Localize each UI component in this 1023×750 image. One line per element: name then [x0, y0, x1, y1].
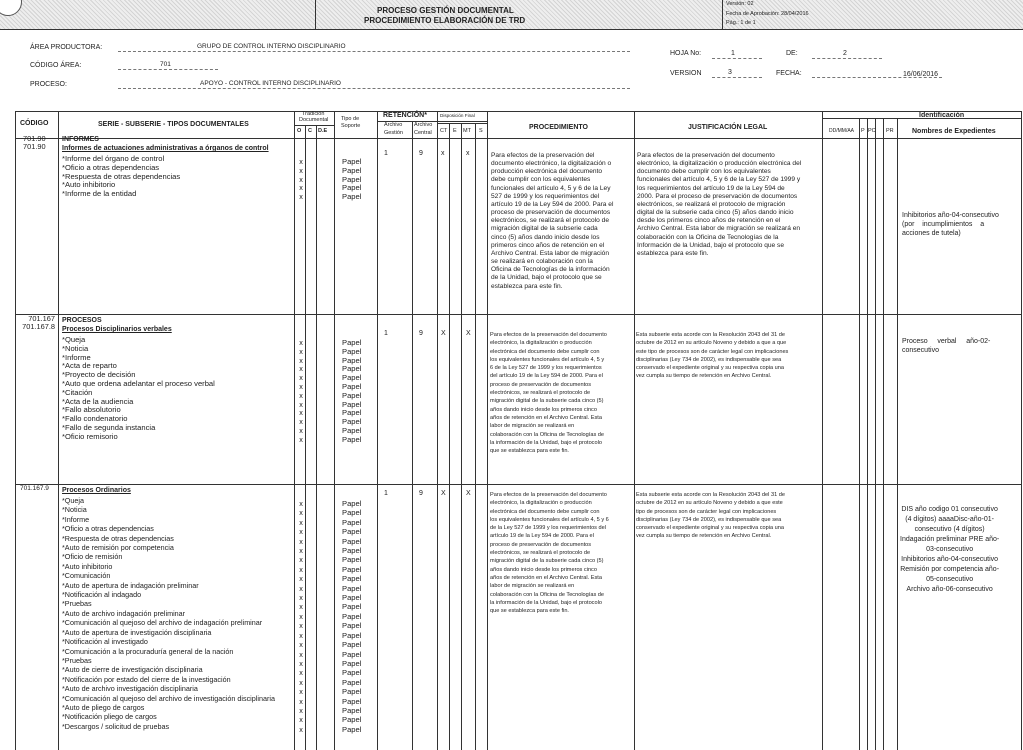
row2-codes: 701.167 701.167.8	[22, 314, 55, 331]
col-soporte-header: Tipo de	[341, 116, 360, 122]
col-mt-header: MT	[463, 128, 471, 134]
row2-justificacion: Esta subserie esta acorde con la Resolución 2043 del 31 de octubre de 2012 en su artículo Noveno y debido a que a que este tipo de procesos son de carácter legal con implicaciones disciplinarias (Ley 734 de 2002), es indispensable que sea conservado el expediente original y su respectiva copia una vez cumpla su tiempo de retención en Archivo Central.	[636, 332, 789, 380]
row2-central: 9	[419, 330, 423, 337]
row1-nombres: Inhibitorios año-04-consecutivo (por incumplimientos a acciones de tutela)	[902, 212, 999, 237]
row3-justificacion: Esta subserie esta acorde con la Resolución 2043 del 31 de octubre de 2012 en su artículo Noveno y debido a que este tipo de procesos son de carácter legal con implicaciones disciplinarias (Ley 734 de 2002), es indispensable que sea conservado el expediente original y su respectiva copia una vez cumpla su tiempo de retención en Archivo Central.	[636, 492, 785, 540]
de-value: 2	[843, 50, 847, 57]
col-pc-header: PC	[868, 128, 876, 134]
col-justificacion-header: JUSTIFICACIÓN LEGAL	[688, 124, 768, 131]
proceso-label: PROCESO:	[30, 81, 67, 88]
proceso-value: APOYO - CONTROL INTERNO DISCIPLINARIO	[200, 80, 341, 87]
col-retencion-header: RETENCIÓN*	[383, 112, 427, 119]
row1-justificacion: Para efectos de la preservación del documento electrónico, la digitalización o producción electrónica del documento debe cumplir con los equivalentes funcionales del artículo 4, 5 y 6 de la Ley 527 de 1999 y los requerimientos del artículo 19 de la Ley 594 de 2000. Para el proceso de preservación de documentos electrónicos, se realizará el protocolo de migración digital de la subserie cada cinco (5) años dando inicio desde los primeros cinco años de retención en el Archivo Central. Esta labor de migración se realizará en colaboración con la Oficina de Tecnologías de la Información de la Unidad, bajo el protocolo que se establezca para este fin.	[637, 152, 802, 257]
col-ct-header: CT	[440, 128, 448, 134]
row2-original-marks: x x x x x x x x x x x x	[299, 338, 303, 444]
row2-procedimiento: Para efectos de la preservación del documento electrónico, la digitalización o producción electrónica del documento debe cumplir con los equivalentes funcionales del artículo 4, 5 y 6 de la Ley 527 de 1999 y los requerimientos del artículo 19 de la Ley 594 de 2000. Para el proceso de preservación de documentos electrónicos, se realizará el protocolo de migración digital de la subserie cada cinco (5) años dando inicio desde los primeros cinco años de retención en el Archivo Central. Esta labor de migración se realizará en colaboración con la Oficina de Tecnologías de la información de la Unidad, bajo el protocolo que se establezca para este fin.	[490, 332, 607, 455]
fecha-value: 16/06/2016	[903, 71, 939, 78]
row1-procedimiento: Para efectos de la preservación del documento electrónico, la digitalización o producción electrónica del documento debe cumplir con los equivalentes funcionales del artículo 4, 5 y 6 de la Ley 527 de 1999 y los requerimientos del artículo 19 de la Ley 594 de 2000. Para el proceso de preservación de documentos electrónicos, se realizará el protocolo de migración digital de la subserie cada cinco (5) años dando inicio desde los primeros cinco años de retención en el Archivo Central. Esta labor de migración se realizará en colaboración con la Oficina de Tecnologías de la información de la Unidad, bajo el protocolo que se establezca para este fin.	[491, 152, 614, 290]
row1-ct: x	[441, 150, 445, 157]
area-underline	[118, 51, 630, 52]
col-nombres-header: Nombres de Expedientes	[912, 128, 996, 135]
codigo-value: 701	[160, 61, 171, 68]
col-c-header: C	[308, 128, 312, 134]
row1-s: x	[466, 150, 470, 157]
proceso-underline	[118, 88, 630, 89]
fecha-label: FECHA:	[776, 70, 802, 77]
col-p-header: P	[861, 128, 865, 134]
row3-s: X	[466, 490, 471, 497]
header-title: PROCESO GESTIÓN DOCUMENTAL	[377, 6, 514, 15]
row3-gestion: 1	[384, 490, 388, 497]
col-identificacion-header: Identificación	[919, 112, 965, 119]
col-soporte-header-2: Soporte	[341, 123, 361, 129]
row1-original-marks: x x x x x	[299, 157, 303, 202]
row2-types: *Queja *Noticia *Informe *Acta de reparto *Proyecto de decisión *Auto que ordena adelantar el proceso verbal *Citación *Acta de la audiencia *Fallo absolutorio *Fallo condenatorio *Fallo de segunda instancia *Oficio remisorio	[62, 335, 215, 441]
col-central-header-2: Central	[414, 130, 432, 136]
hoja-value: 1	[731, 50, 735, 57]
col-codigo-header: CÓDIGO	[20, 120, 49, 127]
de-label: DE:	[786, 50, 798, 57]
col-tradicion-header-2: Documental	[299, 117, 329, 123]
version-label: VERSION	[670, 70, 702, 77]
row1-types: *Informe del órgano de control *Oficio a otras dependencias *Respuesta de otras dependencias *Auto inhibitorio *Informe de la entidad	[62, 154, 181, 199]
header-subtitle: PROCEDIMIENTO ELABORACIÓN DE TRD	[364, 16, 526, 25]
row1-gestion: 1	[384, 150, 388, 157]
row3-central: 9	[419, 490, 423, 497]
area-label: ÁREA PRODUCTORA:	[30, 44, 103, 51]
row1-serie: INFORMES	[62, 136, 99, 143]
row2-subserie: Procesos Disciplinarios verbales	[62, 326, 172, 333]
col-de-header: D.E	[318, 128, 328, 134]
row2-gestion: 1	[384, 330, 388, 337]
col-e-header: E	[453, 128, 457, 134]
hoja-label: HOJA No:	[670, 50, 702, 57]
row2-s: X	[466, 330, 471, 337]
row2-serie: PROCESOS	[62, 317, 102, 324]
divider	[0, 29, 1023, 30]
header-page: Pág.: 1 de 1	[726, 20, 756, 26]
col-central-header: Archivo	[414, 122, 433, 128]
col-s-header: S	[479, 128, 483, 134]
row3-codes: 701.167.9	[20, 485, 49, 492]
row2-ct: X	[441, 330, 446, 337]
col-procedimiento-header: PROCEDIMIENTO	[529, 124, 588, 131]
row2-soporte: Papel Papel Papel Papel Papel Papel Papel Papel Papel Papel Papel Papel	[342, 338, 362, 444]
row1-codes: 701.90 701.90	[23, 134, 46, 151]
hoja-underline	[712, 58, 762, 59]
col-pr-header: PR	[886, 128, 894, 134]
col-gestion-header: Archivo	[384, 122, 403, 128]
row2-nombres: Proceso verbal año-02- consecutivo	[902, 338, 991, 354]
row3-original-marks: x x x x x x x x x x x x x x x x x x x x x x x x x	[299, 499, 303, 734]
row3-types: *Queja *Noticia *Informe *Oficio a otras dependencias *Respuesta de otras dependencias *Auto de remisión por competencia *Oficio de remisión *Auto inhibitorio *Comunicación *Auto de apertura de indagación preliminar *Notificación al indagado *Pruebas *Auto de archivo indagación preliminar *Comunicación al quejoso del archivo de indagación preliminar *Auto de apertura de investigación disciplinaria *Notificación al investigado *Comunicación a la procuraduría general de la nación *Pruebas *Auto de cierre de investigación disciplinaria *Notificación por estado del cierre de la investigación *Auto de archivo investigación disciplinaria *Comunicación al quejoso del archivo de investigación disciplinaria *Auto de pliego de cargos *Notificación pliego de cargos *Descargos / solicitud de pruebas	[62, 496, 275, 731]
row3-ct: X	[441, 490, 446, 497]
row3-soporte: Papel Papel Papel Papel Papel Papel Papel Papel Papel Papel Papel Papel Papel Papel Papel Papel Papel Papel Papel Papel Papel Papel Papel Papel Papel	[342, 499, 362, 734]
area-value: GRUPO DE CONTROL INTERNO DISCIPLINARIO	[197, 43, 346, 50]
codigo-underline	[118, 69, 218, 70]
codigo-label: CÓDIGO ÁREA:	[30, 62, 82, 69]
col-fecha-header: DD/MM/AA	[829, 128, 854, 134]
row3-procedimiento: Para efectos de la preservación del documento electrónico, la digitalización o producción electrónica del documento debe cumplir con los equivalentes funcionales del artículo 4, 5 y 6 de la Ley 527 de 1999 y los requerimientos del artículo 19 de la Ley 594 de 2000. Para el proceso de preservación de documentos electrónicos, se realizará el protocolo de migración digital de la subserie cada cinco (5) años dando inicio desde los primeros cinco años de retención en el Archivo Central. Esta labor de migración se realizará en colaboración con la Oficina de Tecnologías de la información de la Unidad, bajo el protocolo que se establezca para este fin.	[490, 492, 609, 615]
de-underline	[812, 58, 882, 59]
col-tradicion-header: Tradición	[302, 111, 325, 117]
header-version: Versión: 02	[726, 1, 754, 7]
divider	[722, 0, 723, 30]
row3-subserie: Procesos Ordinarios	[62, 487, 131, 494]
header-approval-date: Fecha de Aprobación: 28/04/2016	[726, 11, 809, 17]
col-gestion-header-2: Gestión	[384, 130, 403, 136]
version-underline	[712, 77, 762, 78]
col-disposicion-header: Disposición Final	[440, 113, 475, 118]
divider	[315, 0, 316, 30]
row1-soporte: Papel Papel Papel Papel Papel	[342, 157, 362, 202]
col-serie-header: SERIE - SUBSERIE - TIPOS DOCUMENTALES	[98, 121, 249, 128]
col-o-header: O	[297, 128, 302, 134]
row3-nombres: DIS año codigo 01 consecutivo (4 dígitos) aaaaDisc-año-01- consecutivo (4 dígitos) Indagación preliminar PRE año- 03-consecutivo Inhibitorios año-04-consecutivo Remisión por competencia año- 05-consecutivo Archivo año-06-consecutivo	[900, 506, 1000, 593]
row1-central: 9	[419, 150, 423, 157]
row1-subserie: Informes de actuaciones administrativas a órganos de control	[62, 145, 269, 152]
version-value: 3	[728, 69, 732, 76]
